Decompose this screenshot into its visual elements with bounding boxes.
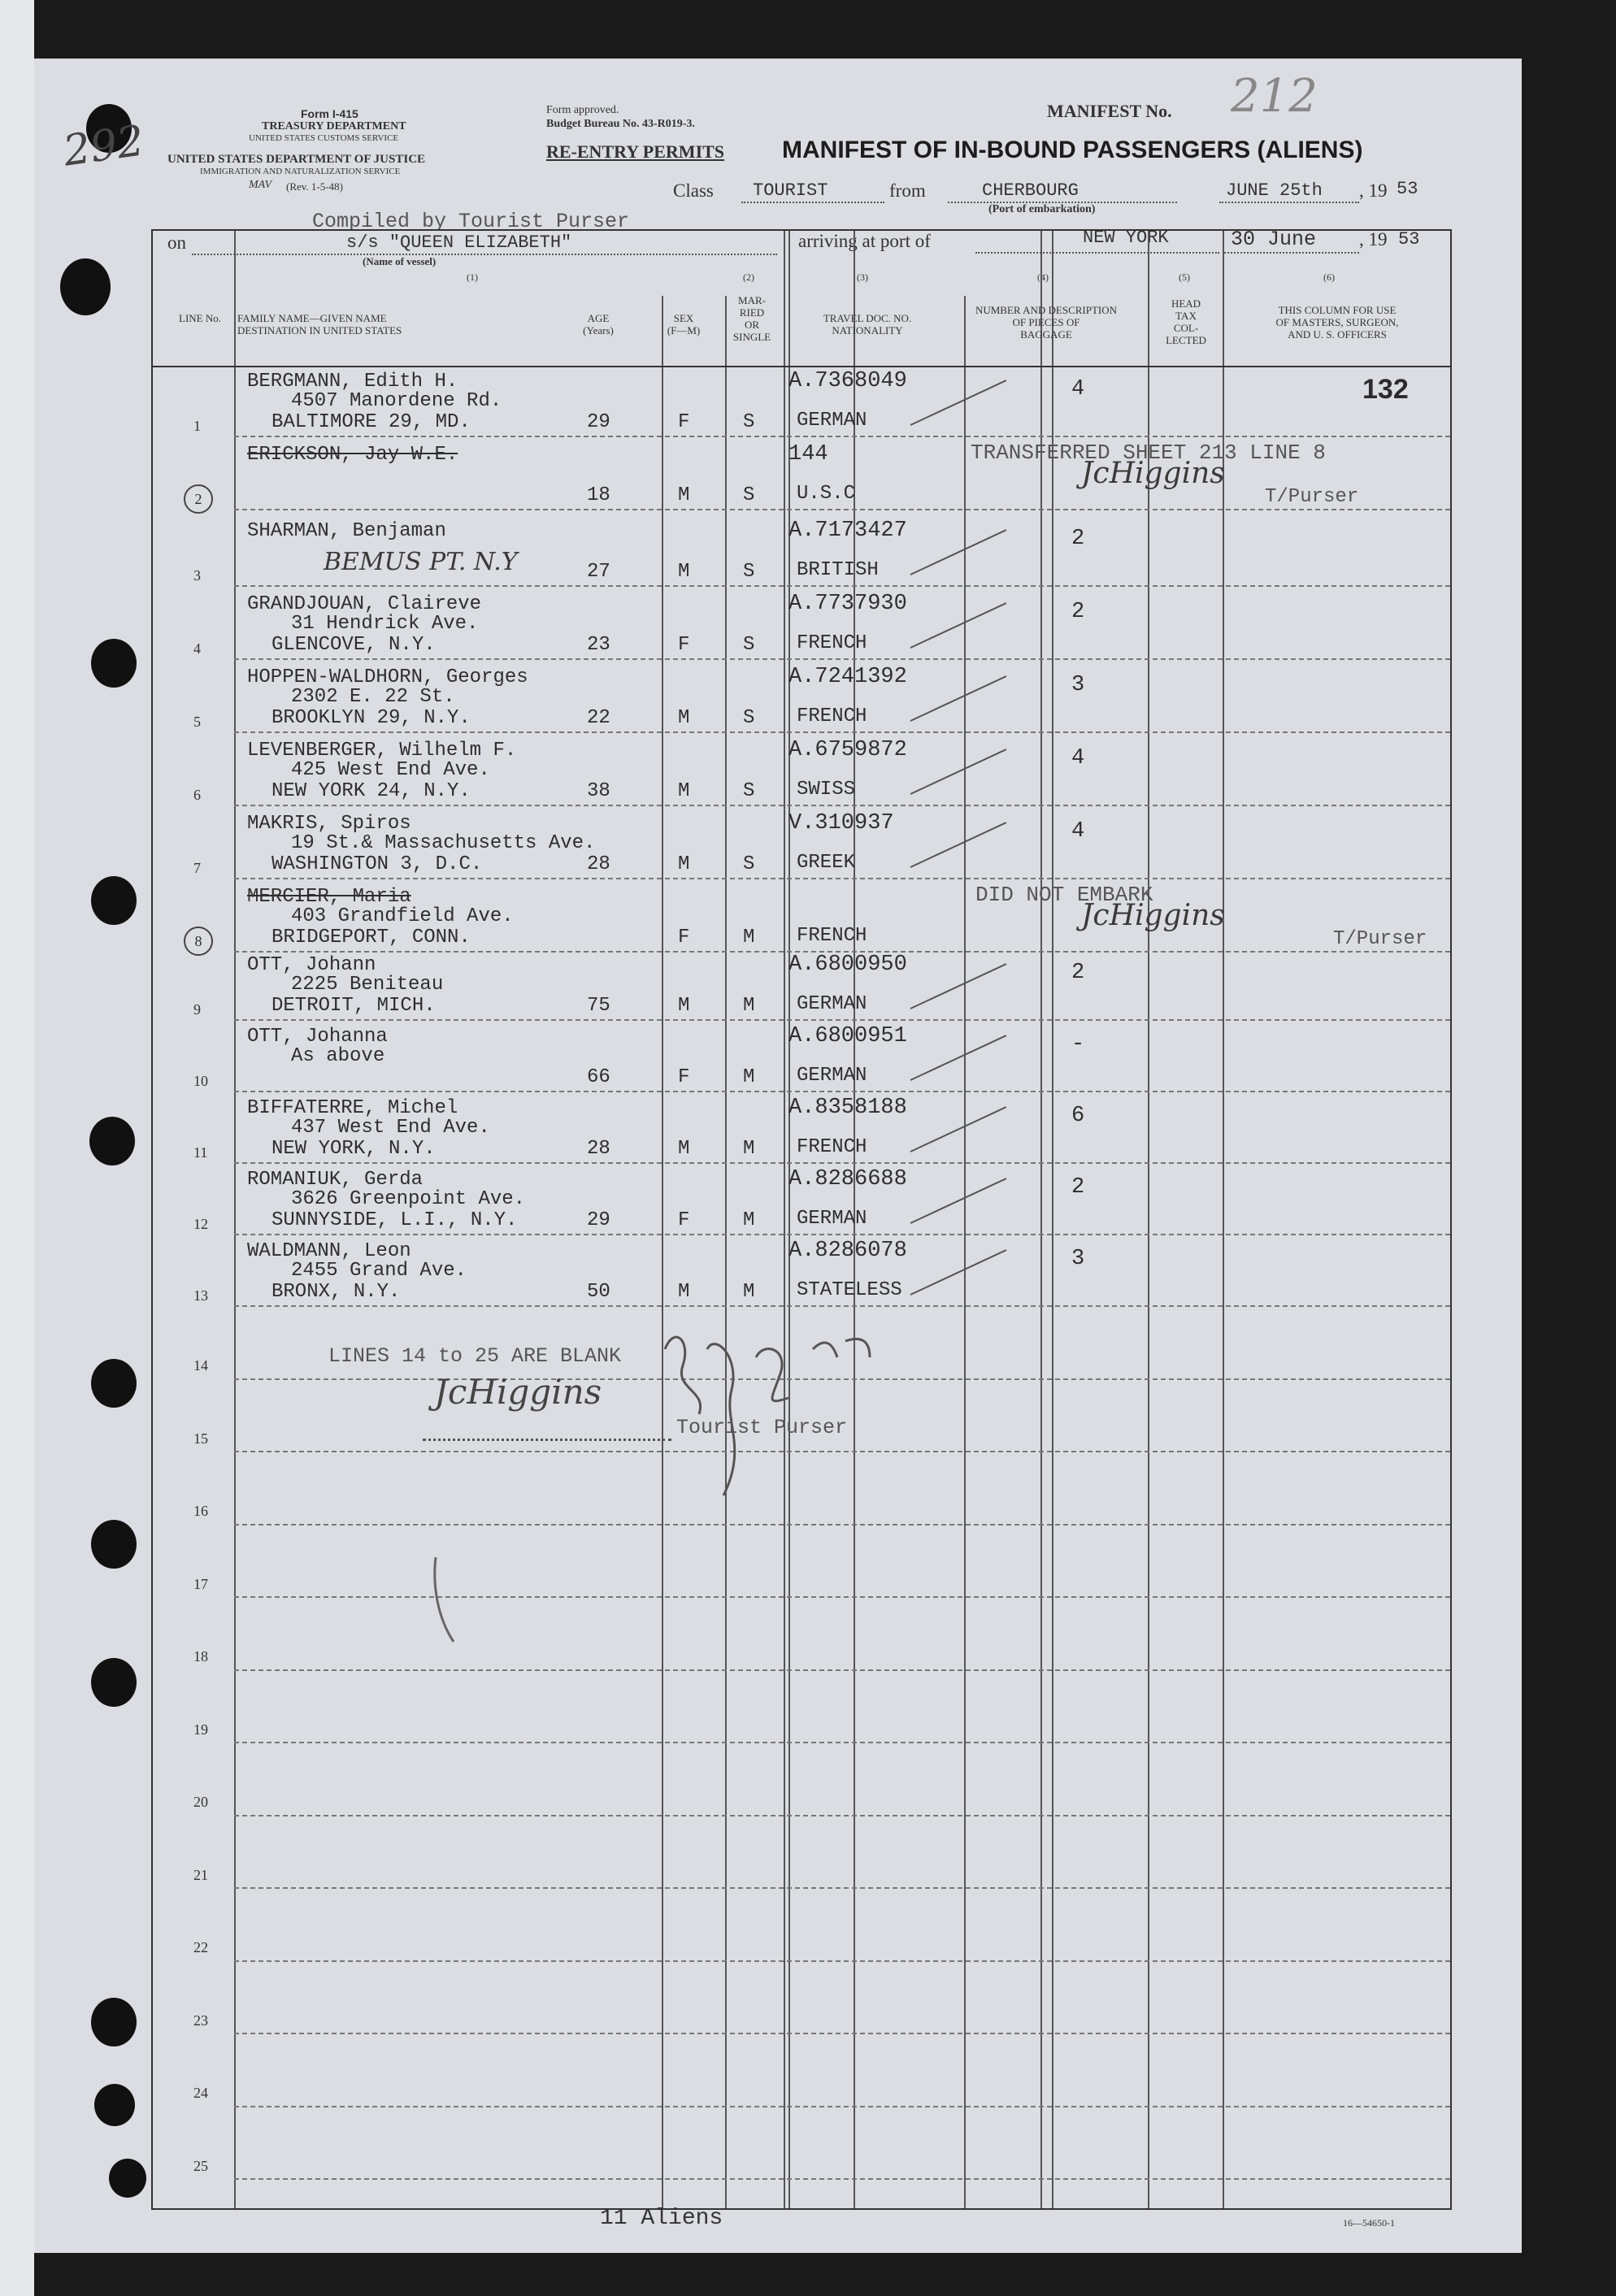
age: 29 — [587, 411, 610, 433]
rev-prefix: MAV — [249, 179, 272, 191]
baggage-count: 4 — [1071, 377, 1085, 401]
punch-hole — [91, 1359, 137, 1408]
address-line-1: 403 Grandfield Ave. — [291, 905, 514, 927]
marital-status: M — [743, 1138, 755, 1160]
sex: M — [678, 707, 690, 729]
sex: F — [678, 927, 690, 948]
line-number: 20 — [193, 1794, 208, 1810]
purser-signature: JcHiggins — [434, 1372, 602, 1412]
nationality: FRENCH — [797, 1136, 867, 1158]
travel-doc-number: A.8286078 — [788, 1239, 907, 1263]
class-label: Class — [673, 180, 714, 201]
date-year: 53 — [1397, 179, 1418, 199]
line-number: 21 — [193, 1866, 208, 1883]
baggage-count: 3 — [1071, 673, 1085, 697]
row-divider — [234, 1091, 1450, 1092]
row-divider — [234, 1305, 1450, 1307]
footer-total: 11 Aliens — [600, 2206, 723, 2231]
col-officers: THIS COLUMN FOR USE OF MASTERS, SURGEON, AND U. S. OFFICERS — [1275, 304, 1399, 341]
class-value: TOURIST — [753, 180, 828, 201]
travel-doc-number: A.6759872 — [788, 738, 907, 762]
handwritten-page-number: 292 — [60, 116, 147, 176]
age: 23 — [587, 634, 610, 656]
date-value: JUNE 25th — [1226, 180, 1323, 201]
row-divider — [234, 1669, 1450, 1671]
line-number: 17 — [193, 1575, 208, 1592]
line-number: 18 — [193, 1648, 208, 1664]
baggage-count: 4 — [1071, 746, 1085, 770]
age: 38 — [587, 780, 610, 802]
row-divider — [234, 509, 1450, 510]
punch-hole — [91, 639, 137, 688]
age: 27 — [587, 561, 610, 583]
col-line-no: LINE No. — [179, 312, 221, 324]
nationality: GERMAN — [797, 993, 867, 1015]
row-divider — [234, 2033, 1450, 2034]
line-number: 2 — [184, 484, 213, 514]
line-number: 6 — [193, 787, 201, 803]
passenger-name: OTT, Johanna — [247, 1026, 388, 1048]
row-divider — [234, 731, 1450, 733]
nationality: GERMAN — [797, 1208, 867, 1230]
age: 29 — [587, 1209, 610, 1231]
baggage-count: 2 — [1071, 961, 1085, 985]
baggage-count: 2 — [1071, 527, 1085, 551]
marital-status: S — [743, 853, 755, 875]
arrival-year: 53 — [1398, 229, 1420, 250]
line-number: 16 — [193, 1503, 208, 1519]
row-divider — [234, 1019, 1450, 1021]
row-remark: DID NOT EMBARK — [975, 883, 1153, 907]
signature-title: T/Purser — [1333, 928, 1427, 950]
form-number: Form I-415 — [301, 107, 358, 120]
sex: M — [678, 853, 690, 875]
line-number: 7 — [193, 860, 201, 876]
passenger-name: LEVENBERGER, Wilhelm F. — [247, 740, 517, 762]
passenger-name: HOPPEN-WALDHORN, Georges — [247, 666, 528, 688]
marital-status: S — [743, 634, 755, 656]
compiled-by: Compiled by Tourist Purser — [312, 210, 630, 233]
page-edge — [0, 0, 34, 2296]
row-signature: JcHiggins — [1081, 457, 1225, 490]
line-number: 9 — [193, 1001, 201, 1018]
col-number: (3) — [857, 271, 868, 283]
travel-doc-number: A.6800950 — [788, 953, 907, 977]
address-line-2: BALTIMORE 29, MD. — [272, 411, 471, 433]
rev-date: (Rev. 1-5-48) — [286, 180, 343, 193]
row-divider — [234, 1234, 1450, 1235]
baggage-count: - — [1071, 1032, 1085, 1057]
row-divider — [234, 1524, 1450, 1526]
travel-doc-number: A.7241392 — [788, 665, 907, 689]
row-divider — [234, 1596, 1450, 1598]
baggage-count: 3 — [1071, 1247, 1085, 1271]
vessel-caption: (Name of vessel) — [363, 255, 437, 267]
row-divider — [234, 1162, 1450, 1164]
address-line-2: BROOKLYN 29, N.Y. — [272, 707, 471, 729]
nationality: FRENCH — [797, 705, 867, 727]
travel-doc-number: 144 — [788, 442, 828, 467]
marital-status: S — [743, 780, 755, 802]
address-line-1: 2225 Beniteau — [291, 974, 444, 996]
travel-doc-number: A.8358188 — [788, 1096, 907, 1120]
col-head-tax: HEAD TAX COL- LECTED — [1166, 297, 1206, 346]
line-number: 12 — [193, 1216, 208, 1232]
address-line-1: As above — [291, 1045, 385, 1067]
address-line-2: NEW YORK 24, N.Y. — [272, 780, 471, 802]
passenger-name: GRANDJOUAN, Claireve — [247, 593, 482, 615]
line-number: 14 — [193, 1357, 208, 1374]
line-number: 10 — [193, 1073, 208, 1089]
col-number: (2) — [743, 271, 754, 283]
baggage-count: 6 — [1071, 1104, 1085, 1128]
passenger-name: ERICKSON, Jay W.E. — [247, 444, 458, 466]
date-underline — [1219, 202, 1359, 203]
passenger-name: MERCIER, Maria — [247, 886, 411, 908]
budget-bureau: Budget Bureau No. 43-R019-3. — [546, 118, 695, 130]
row-divider — [234, 436, 1450, 437]
handwritten-scribble — [650, 1317, 943, 1512]
blank-lines-note: LINES 14 to 25 ARE BLANK — [328, 1344, 622, 1368]
travel-doc-number: A.8286688 — [788, 1167, 907, 1191]
address-line-2: NEW YORK, N.Y. — [272, 1138, 436, 1160]
address-line-1: 2455 Grand Ave. — [291, 1260, 467, 1282]
address-line-1: 19 St.& Massachusetts Ave. — [291, 832, 596, 854]
nationality: FRENCH — [797, 632, 867, 654]
line-number: 24 — [193, 2085, 208, 2101]
address-line-2: GLENCOVE, N.Y. — [272, 634, 436, 656]
form-approved: Form approved. — [546, 104, 619, 116]
port-embark-caption: (Port of embarkation) — [988, 203, 1096, 215]
row-divider — [234, 1815, 1450, 1816]
col-age: AGE (Years) — [583, 312, 614, 336]
row-divider — [234, 1960, 1450, 1962]
sex: M — [678, 1138, 690, 1160]
row-divider — [234, 1742, 1450, 1743]
nationality: BRITISH — [797, 559, 879, 581]
nationality: FRENCH — [797, 925, 867, 947]
col-number: (4) — [1037, 271, 1049, 283]
date-year-prefix: , 19 — [1359, 180, 1388, 201]
address-line-2: DETROIT, MICH. — [272, 995, 436, 1017]
row-divider — [234, 658, 1450, 660]
col-name: FAMILY NAME—GIVEN NAME DESTINATION IN UNITED STATES — [237, 312, 402, 336]
arrival-date: 30 June — [1231, 228, 1317, 251]
travel-doc-number: A.7173427 — [788, 519, 907, 543]
col-number: (6) — [1323, 271, 1335, 283]
sex: M — [678, 561, 690, 583]
address-line-1: 2302 E. 22 St. — [291, 686, 455, 708]
punch-hole — [91, 876, 137, 925]
travel-doc-number: A.7368049 — [788, 369, 907, 393]
col-married: MAR- RIED OR SINGLE — [732, 294, 771, 343]
travel-doc-number: V.310937 — [788, 811, 894, 836]
sex: M — [678, 995, 690, 1017]
on-label: on — [167, 232, 186, 253]
nationality: GERMAN — [797, 410, 867, 432]
line-number: 23 — [193, 2012, 208, 2029]
address-line-1: 425 West End Ave. — [291, 759, 490, 781]
row-remark: TRANSFERRED SHEET 213 LINE 8 — [971, 441, 1326, 465]
line-number: 25 — [193, 2157, 208, 2174]
punch-hole — [109, 2159, 146, 2198]
punch-hole — [60, 258, 111, 315]
purser-caption: Tourist Purser — [676, 1416, 848, 1439]
purser-dotted-line — [423, 1439, 671, 1441]
officer-note: 132 — [1362, 374, 1409, 405]
sex: M — [678, 780, 690, 802]
age: 18 — [587, 484, 610, 506]
travel-doc-number: A.7737930 — [788, 592, 907, 616]
address-line-2: BRONX, N.Y. — [272, 1281, 401, 1303]
sex: F — [678, 634, 690, 656]
nationality: STATELESS — [797, 1279, 902, 1301]
marital-status: M — [743, 1281, 755, 1303]
marital-status: M — [743, 1066, 755, 1088]
punch-hole — [94, 2084, 135, 2126]
manifest-no-value: 212 — [1231, 70, 1318, 123]
class-underline — [741, 202, 884, 203]
baggage-count: 2 — [1071, 1175, 1085, 1200]
baggage-count: 2 — [1071, 600, 1085, 624]
punch-hole — [91, 1520, 137, 1569]
line-number: 4 — [193, 640, 201, 657]
col-number: (1) — [467, 271, 478, 283]
col-number: (5) — [1179, 271, 1190, 283]
vessel-value: s/s "QUEEN ELIZABETH" — [346, 232, 572, 253]
reentry-permits: RE-ENTRY PERMITS — [546, 141, 725, 162]
passenger-name: OTT, Johann — [247, 954, 376, 976]
age: 66 — [587, 1066, 610, 1088]
passenger-name: SHARMAN, Benjaman — [247, 520, 446, 542]
col-baggage: NUMBER AND DESCRIPTION OF PIECES OF BAGGAGE — [975, 304, 1118, 341]
marital-status: M — [743, 1209, 755, 1231]
address-line-1: 3626 Greenpoint Ave. — [291, 1188, 526, 1210]
row-divider — [234, 2106, 1450, 2107]
sex: F — [678, 1066, 690, 1088]
punch-hole — [91, 1658, 137, 1707]
age: 28 — [587, 1138, 610, 1160]
customs-service: UNITED STATES CUSTOMS SERVICE — [249, 133, 399, 143]
row-signature: JcHiggins — [1081, 899, 1225, 932]
address-line-1: 4507 Manordene Rd. — [291, 390, 502, 412]
arrival-port: NEW YORK — [1083, 228, 1169, 248]
marital-status: S — [743, 561, 755, 583]
row-divider — [234, 2178, 1450, 2180]
baggage-count: 4 — [1071, 819, 1085, 844]
punch-hole — [91, 1998, 137, 2046]
nationality: SWISS — [797, 779, 856, 801]
marital-status: S — [743, 411, 755, 433]
manifest-title: MANIFEST OF IN-BOUND PASSENGERS (ALIENS) — [782, 137, 1363, 163]
line-number: 19 — [193, 1721, 208, 1738]
treasury-dept: TREASURY DEPARTMENT — [262, 120, 406, 132]
age: 28 — [587, 853, 610, 875]
age: 22 — [587, 707, 610, 729]
passenger-name: ROMANIUK, Gerda — [247, 1169, 424, 1191]
passenger-name: MAKRIS, Spiros — [247, 813, 411, 835]
footer-code: 16—54650-1 — [1343, 2217, 1395, 2229]
line-number: 1 — [193, 418, 201, 434]
line-number: 13 — [193, 1287, 208, 1304]
marital-status: M — [743, 995, 755, 1017]
age: 50 — [587, 1281, 610, 1303]
passenger-name: WALDMANN, Leon — [247, 1240, 411, 1262]
passenger-name: BIFFATERRE, Michel — [247, 1097, 458, 1119]
address-line-2: SUNNYSIDE, L.I., N.Y. — [272, 1209, 518, 1231]
marital-status: S — [743, 707, 755, 729]
travel-doc-number: A.6800951 — [788, 1024, 907, 1048]
signature-title: T/Purser — [1265, 486, 1359, 508]
row-divider — [234, 585, 1450, 587]
stray-mark — [429, 1552, 462, 1650]
nationality: U.S.C — [797, 483, 856, 505]
sex: M — [678, 484, 690, 506]
line-number: 8 — [184, 927, 213, 956]
handwritten-destination: BEMUS PT. N.Y — [324, 548, 518, 576]
sex: F — [678, 1209, 690, 1231]
col-travel-doc: TRAVEL DOC. NO. NATIONALITY — [823, 312, 912, 336]
line-number: 11 — [193, 1144, 208, 1161]
address-line-2: WASHINGTON 3, D.C. — [272, 853, 483, 875]
marital-status: S — [743, 484, 755, 506]
line-number: 15 — [193, 1430, 208, 1447]
from-label: from — [889, 180, 926, 201]
nationality: GERMAN — [797, 1065, 867, 1087]
passenger-name: BERGMANN, Edith H. — [247, 371, 458, 393]
marital-status: M — [743, 927, 755, 948]
row-divider — [234, 805, 1450, 806]
line-number: 3 — [193, 567, 201, 584]
address-line-2: BRIDGEPORT, CONN. — [272, 927, 471, 948]
col-sex: SEX (F—M) — [667, 312, 701, 336]
immigration-service: IMMIGRATION AND NATURALIZATION SERVICE — [200, 167, 401, 176]
justice-dept: UNITED STATES DEPARTMENT OF JUSTICE — [167, 153, 426, 166]
punch-hole — [89, 1117, 135, 1165]
line-number: 22 — [193, 1939, 208, 1955]
arriving-label: arriving at port of — [798, 231, 931, 251]
row-divider — [234, 1887, 1450, 1889]
address-line-1: 31 Hendrick Ave. — [291, 613, 479, 635]
manifest-no-label: MANIFEST No. — [1047, 101, 1172, 121]
sex: F — [678, 411, 690, 433]
nationality: GREEK — [797, 852, 856, 874]
sex: M — [678, 1281, 690, 1303]
arrival-year-prefix: , 19 — [1359, 229, 1388, 250]
line-number: 5 — [193, 714, 201, 730]
from-value: CHERBOURG — [982, 180, 1079, 201]
address-line-1: 437 West End Ave. — [291, 1117, 490, 1139]
age: 75 — [587, 995, 610, 1017]
row-divider — [234, 878, 1450, 879]
